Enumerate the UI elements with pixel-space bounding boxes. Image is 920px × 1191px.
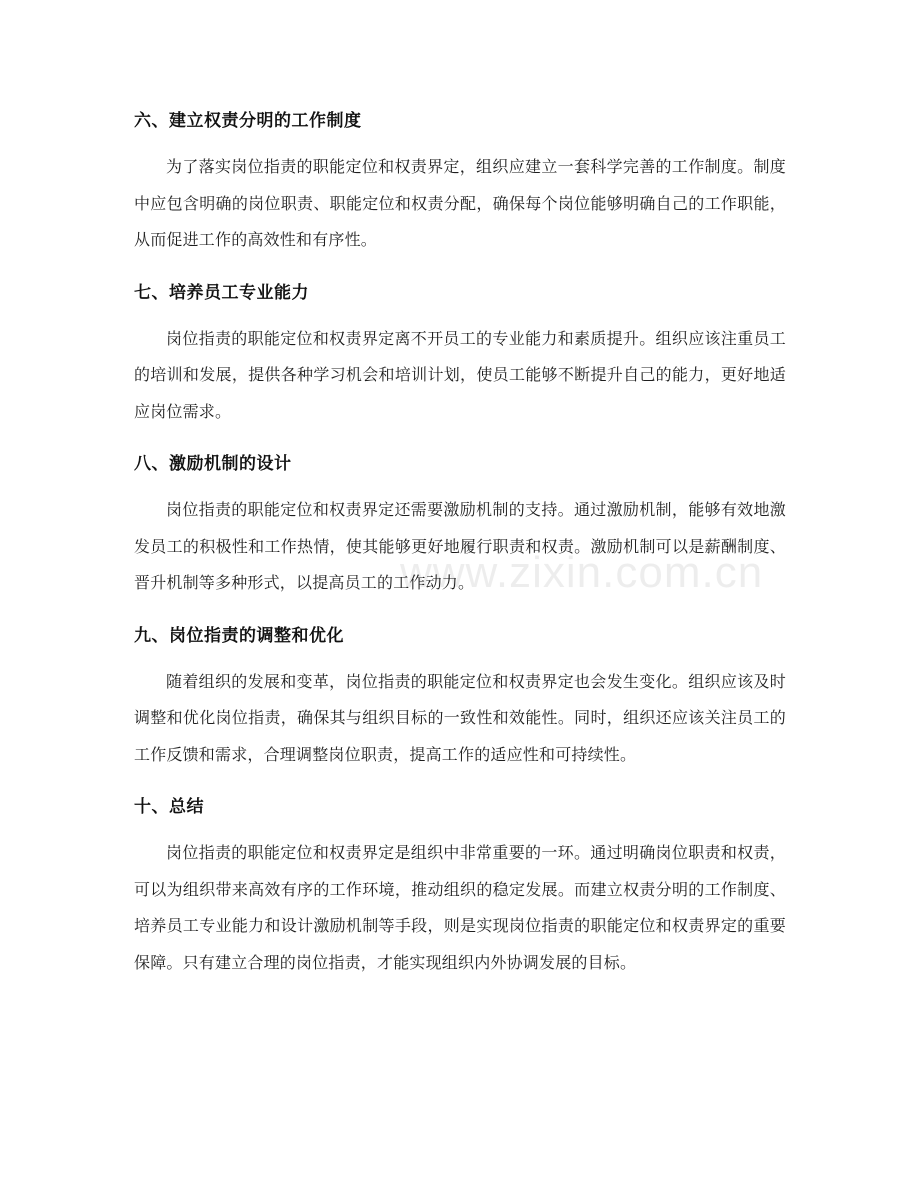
section-8 <box>134 444 786 602</box>
section-7 <box>134 273 786 431</box>
section-paragraph: 岗位指责的职能定位和权责界定还需要激励机制的支持。通过激励机制，能够有效地激发员工的积极性和工作热情，使其能够更好地履行职责和权责。激励机制可以是薪酬制度、晋升机制等多种形式，以提高员工的工作动力。 <box>134 500 786 592</box>
section-9 <box>134 616 786 774</box>
section-paragraph: 岗位指责的职能定位和权责界定是组织中非常重要的一环。通过明确岗位职责和权责，可以为组织带来高效有序的工作环境，推动组织的稳定发展。而建立权责分明的工作制度、培养员工专业能力和设计激励机制等手段，则是实现岗位指责的职能定位和权责界定的重要保障。只有建立合理的岗位指责，才能实现组织内外协调发展的目标。 <box>134 843 786 972</box>
section-paragraph: 随着组织的发展和变革，岗位指责的职能定位和权责界定也会发生变化。组织应该及时调整和优化岗位指责，确保其与组织目标的一致性和效能性。同时，组织还应该关注员工的工作反馈和需求，合理调整岗位职责，提高工作的适应性和可持续性。 <box>134 671 786 764</box>
watermark: www.zixin.com.cn <box>400 548 764 597</box>
section-heading: 六、建立权责分明的工作制度 <box>134 111 362 131</box>
section-heading: 七、培养员工专业能力 <box>134 282 309 303</box>
section-heading: 八、激励机制的设计 <box>134 454 292 474</box>
section-6 <box>134 101 786 259</box>
section-10 <box>134 787 786 981</box>
section-paragraph: 岗位指责的职能定位和权责界定离不开员工的专业能力和素质提升。组织应该注重员工的培训和发展，提供各种学习机会和培训计划，使员工能够不断提升自己的能力，更好地适应岗位需求。 <box>134 328 786 421</box>
section-heading: 十、总结 <box>134 797 204 817</box>
section-heading: 九、岗位指责的调整和优化 <box>134 625 344 646</box>
section-paragraph: 为了落实岗位指责的职能定位和权责界定，组织应建立一套科学完善的工作制度。制度中应包含明确的岗位职责、职能定位和权责分配，确保每个岗位能够明确自己的工作职能，从而促进工作的高效性和有序性。 <box>134 157 786 249</box>
